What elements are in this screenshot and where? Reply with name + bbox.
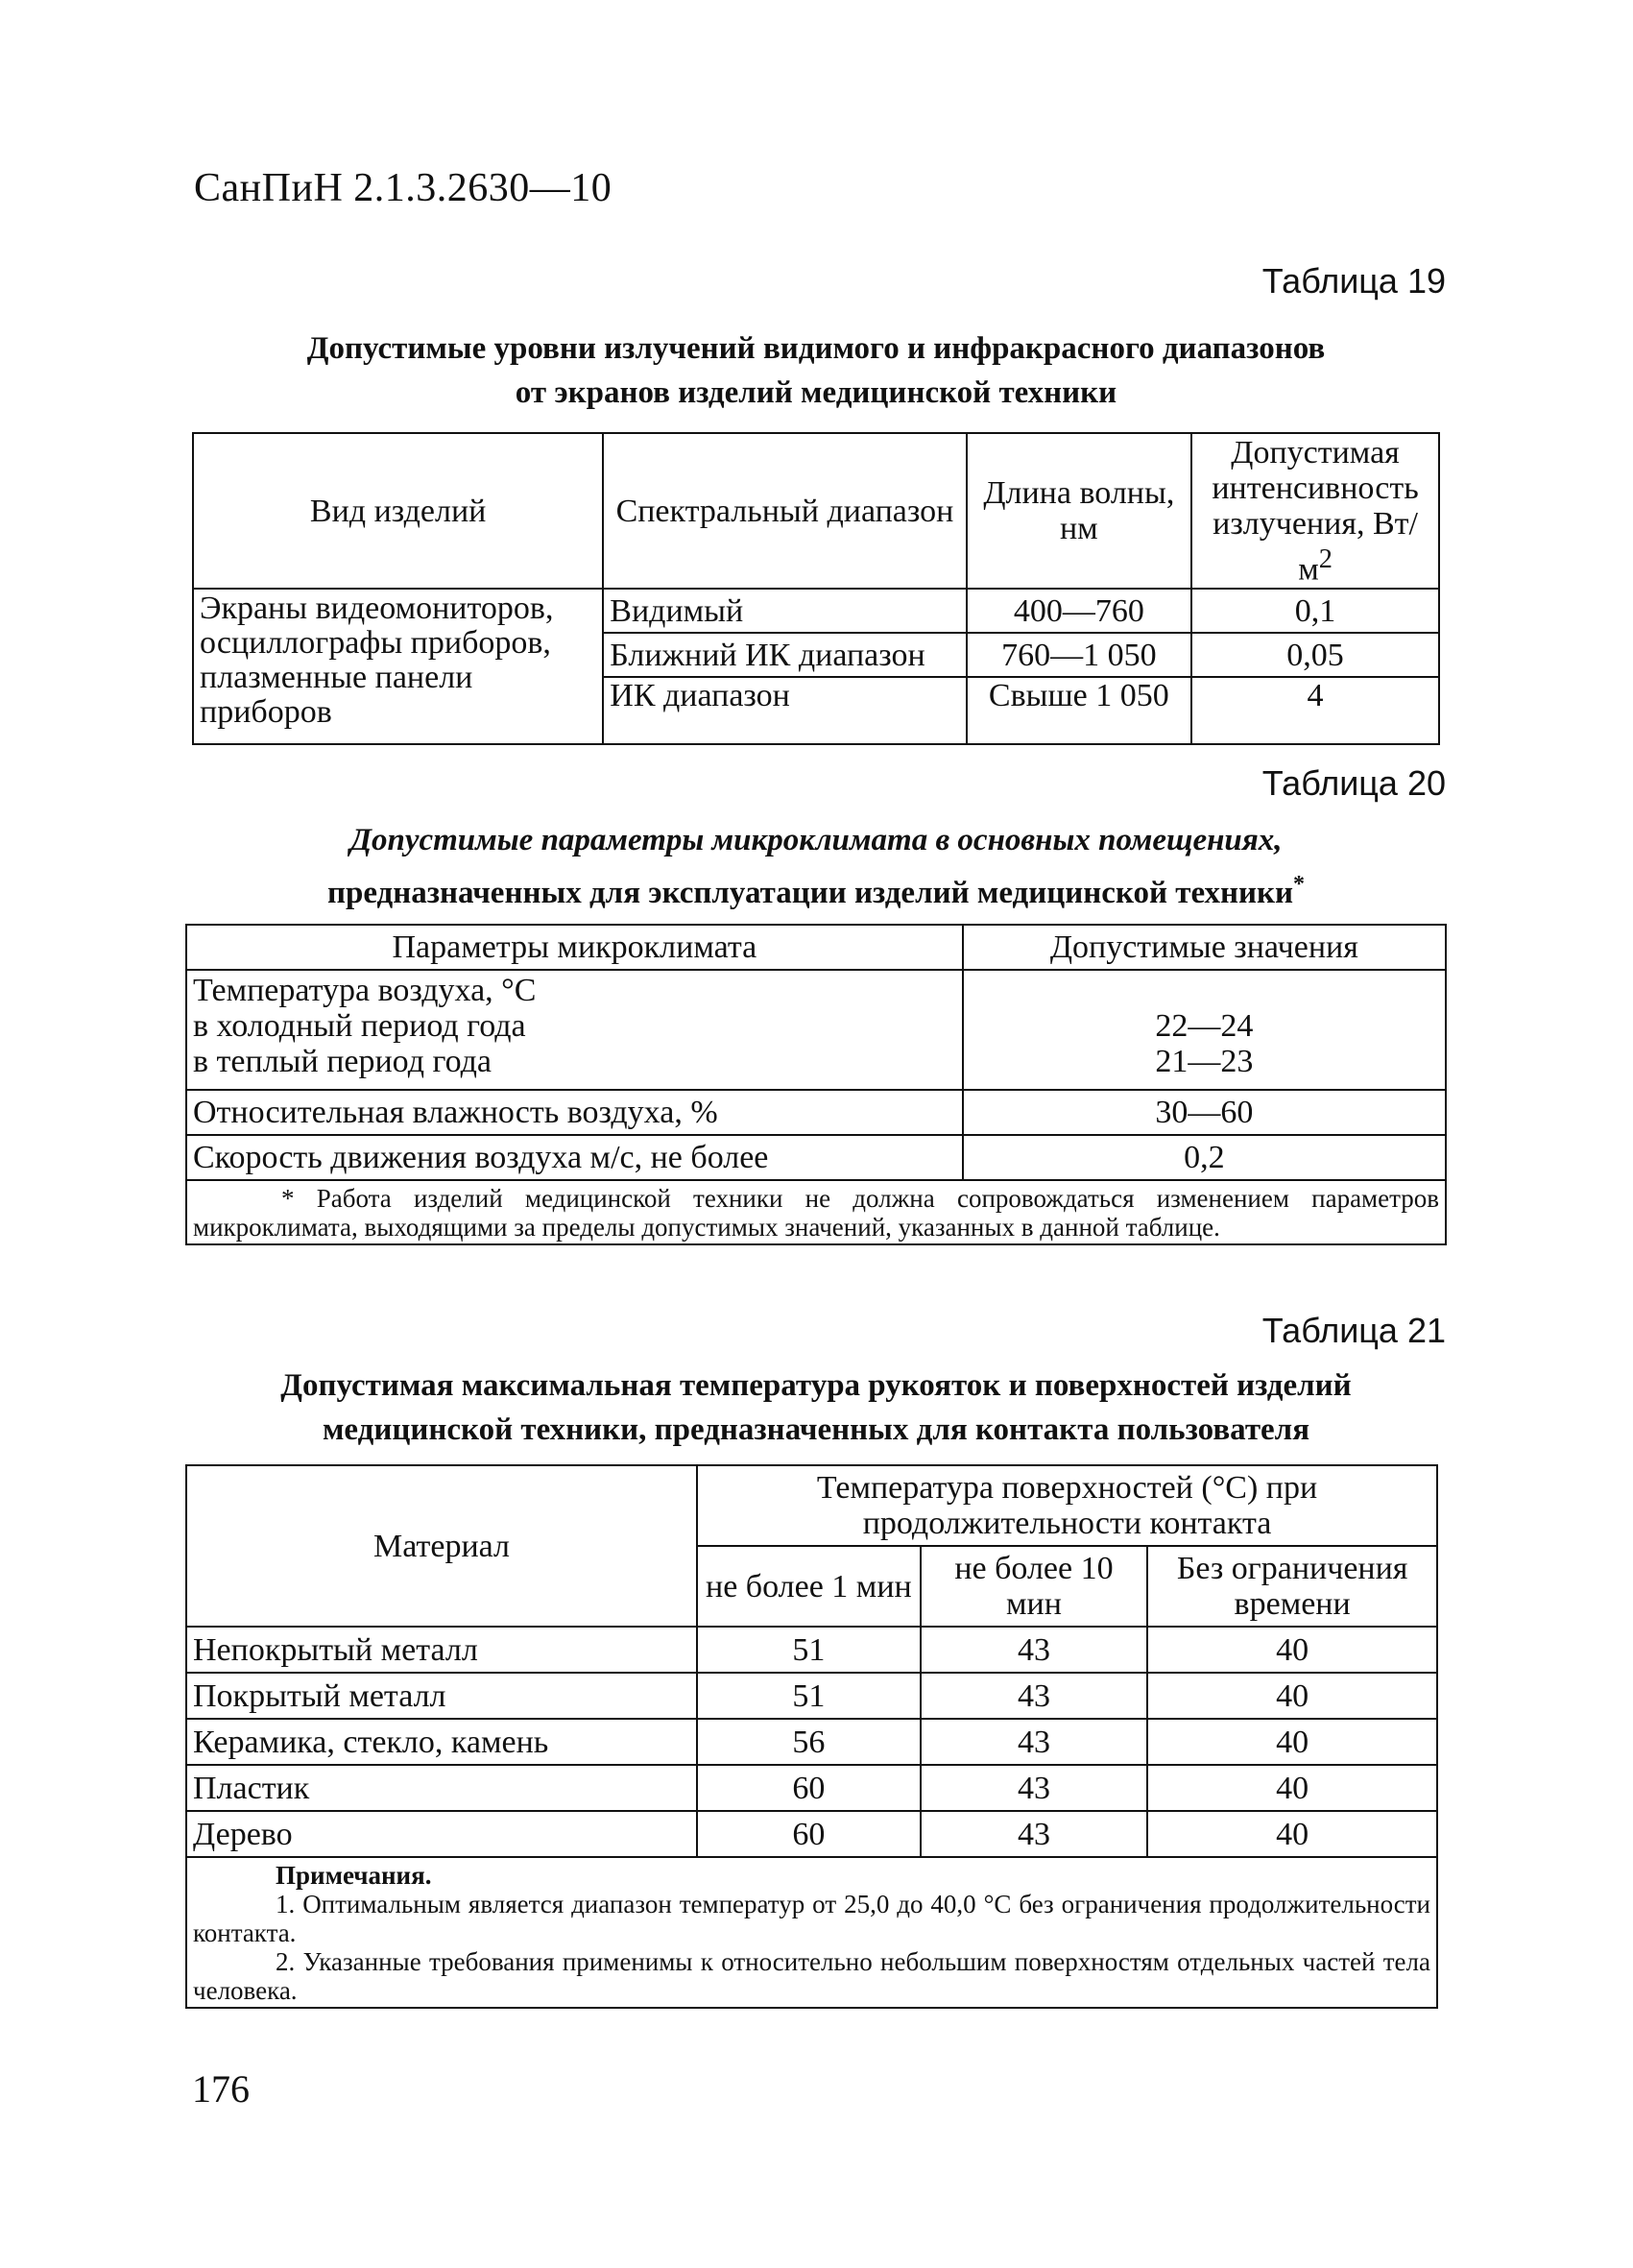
table21-value-cell: 40: [1147, 1811, 1437, 1857]
table20-humidity-value: 30—60: [963, 1090, 1446, 1135]
table20-title-marker: *: [1293, 872, 1306, 897]
page-number: 176: [192, 2067, 250, 2111]
table-row: [186, 1811, 1437, 1857]
table21-note-item: 1. Оптимальным является диапазон температур от 25,0 до 40,0 °С без ограничения продолжительности контакта.: [193, 1890, 1430, 1947]
table21-header-col1: не более 1 мин: [697, 1546, 921, 1627]
table19-header-range: Спектральный диапазон: [603, 433, 966, 589]
table21-title-line1: Допустимая максимальная температура рукояток и поверхностей изделий: [280, 1368, 1352, 1403]
table19-intensity-cell: 4: [1191, 677, 1439, 744]
table20-footnote: * Работа изделий медицинской техники не должна сопровождаться изменением параметров микроклимата, выходящими за пределы допустимых значений, указанных в данной таблице.: [193, 1184, 1439, 1242]
table21-notes-cell: [186, 1857, 1437, 2008]
table21-title: [182, 1363, 1450, 1452]
table20-air-speed-value: 0,2: [963, 1135, 1446, 1180]
table19: [192, 432, 1440, 745]
table21-value-cell: 43: [921, 1765, 1148, 1811]
table-row: [193, 589, 1439, 633]
table21-material-cell: Керамика, стекло, камень: [186, 1719, 697, 1765]
table21-header-material: Материал: [186, 1465, 697, 1627]
table21-material-cell: Дерево: [186, 1811, 697, 1857]
table20-cold-value: 22—24: [1155, 1008, 1254, 1044]
table19-intensity-cell: 0,05: [1191, 633, 1439, 677]
table20-label: Таблица 20: [1261, 763, 1446, 803]
table-row: [186, 970, 1446, 1090]
table19-product-cell: Экраны видеомониторов, осциллографы приборов, плазменные панели приборов: [193, 589, 603, 744]
table21-value-cell: 43: [921, 1719, 1148, 1765]
table21-value-cell: 40: [1147, 1673, 1437, 1719]
table19-header-intensity-text: Допустимая интенсивность излучения, Вт/м: [1212, 434, 1419, 588]
table19-header-intensity-sup: 2: [1318, 543, 1333, 574]
table20: [185, 924, 1447, 1245]
table19-range-cell: ИК диапазон: [603, 677, 966, 744]
table21-value-cell: 56: [697, 1719, 921, 1765]
table21-value-cell: 60: [697, 1811, 921, 1857]
table20-warm-label: в теплый период года: [193, 1044, 492, 1079]
table19-title-line1: Допустимые уровни излучений видимого и инфракрасного диапазонов: [306, 331, 1326, 366]
table20-header-parameter: Параметры микроклимата: [186, 925, 963, 970]
table-row: [186, 1090, 1446, 1135]
table21-value-cell: 60: [697, 1765, 921, 1811]
table20-temperature-label: Температура воздуха, °С: [193, 973, 537, 1008]
table21-material-cell: Пластик: [186, 1765, 697, 1811]
running-head: СанПиН 2.1.3.2630—10: [194, 166, 612, 210]
table20-title-line1: Допустимые параметры микроклимата в основных помещениях,: [349, 823, 1283, 857]
table21-notes-heading: Примечания.: [276, 1861, 432, 1890]
table21-value-cell: 43: [921, 1673, 1148, 1719]
table21-header-row: [186, 1465, 1437, 1546]
table20-temperature-values: [963, 970, 1446, 1090]
table19-wavelength-cell: 760—1 050: [967, 633, 1191, 677]
table20-title-line2-wrap: [182, 862, 1450, 915]
table20-warm-value: 21—23: [1155, 1044, 1254, 1079]
table21-title-line2: медицинской техники, предназначенных для контакта пользователя: [322, 1412, 1310, 1447]
table20-title-line2: предназначенных для эксплуатации изделий медицинской техники: [326, 876, 1294, 910]
table-row: [186, 1765, 1437, 1811]
table19-header-product: Вид изделий: [193, 433, 603, 589]
table21-value-cell: 43: [921, 1811, 1148, 1857]
table19-header-row: [193, 433, 1439, 589]
table19-intensity-cell: 0,1: [1191, 589, 1439, 633]
table21-note-item: 2. Указанные требования применимы к относительно небольшим поверхностям отдельных частей тела человека.: [193, 1947, 1430, 2005]
table20-title: [182, 818, 1450, 915]
table19-wavelength-cell: Свыше 1 050: [967, 677, 1191, 744]
table20-header-value: Допустимые значения: [963, 925, 1446, 970]
table21-notes-row: [186, 1857, 1437, 2008]
table21-value-cell: 51: [697, 1627, 921, 1673]
table21-value-cell: 43: [921, 1627, 1148, 1673]
table20-footnote-row: [186, 1180, 1446, 1244]
table-row: [186, 1627, 1437, 1673]
table21-header-col2: не более 10 мин: [921, 1546, 1148, 1627]
table21-value-cell: 40: [1147, 1627, 1437, 1673]
table21-value-cell: 40: [1147, 1765, 1437, 1811]
table19-range-cell: Ближний ИК диапазон: [603, 633, 966, 677]
table-row: [186, 1135, 1446, 1180]
table19-title-line2: от экранов изделий медицинской техники: [515, 375, 1117, 410]
table20-footnote-cell: [186, 1180, 1446, 1244]
table19-title: [182, 326, 1450, 415]
table21-material-cell: Покрытый металл: [186, 1673, 697, 1719]
table21-value-cell: 40: [1147, 1719, 1437, 1765]
table21-header-group: Температура поверхностей (°С) при продолжительности контакта: [697, 1465, 1437, 1546]
table20-humidity-label: Относительная влажность воздуха, %: [186, 1090, 963, 1135]
table-row: [186, 1673, 1437, 1719]
table19-header-wavelength: Длина волны, нм: [967, 433, 1191, 589]
table20-temperature-cell: [186, 970, 963, 1090]
table20-header-row: [186, 925, 1446, 970]
table19-label: Таблица 19: [1261, 261, 1446, 301]
table19-range-cell: Видимый: [603, 589, 966, 633]
table20-cold-label: в холодный период года: [193, 1008, 526, 1044]
table21-header-col3: Без ограничения времени: [1147, 1546, 1437, 1627]
table19-wavelength-cell: 400—760: [967, 589, 1191, 633]
table21-material-cell: Непокрытый металл: [186, 1627, 697, 1673]
table20-air-speed-label: Скорость движения воздуха м/с, не более: [186, 1135, 963, 1180]
table19-header-intensity: [1191, 433, 1439, 589]
table21-label: Таблица 21: [1261, 1311, 1446, 1350]
table21: [185, 1464, 1438, 2009]
table21-value-cell: 51: [697, 1673, 921, 1719]
table-row: [186, 1719, 1437, 1765]
